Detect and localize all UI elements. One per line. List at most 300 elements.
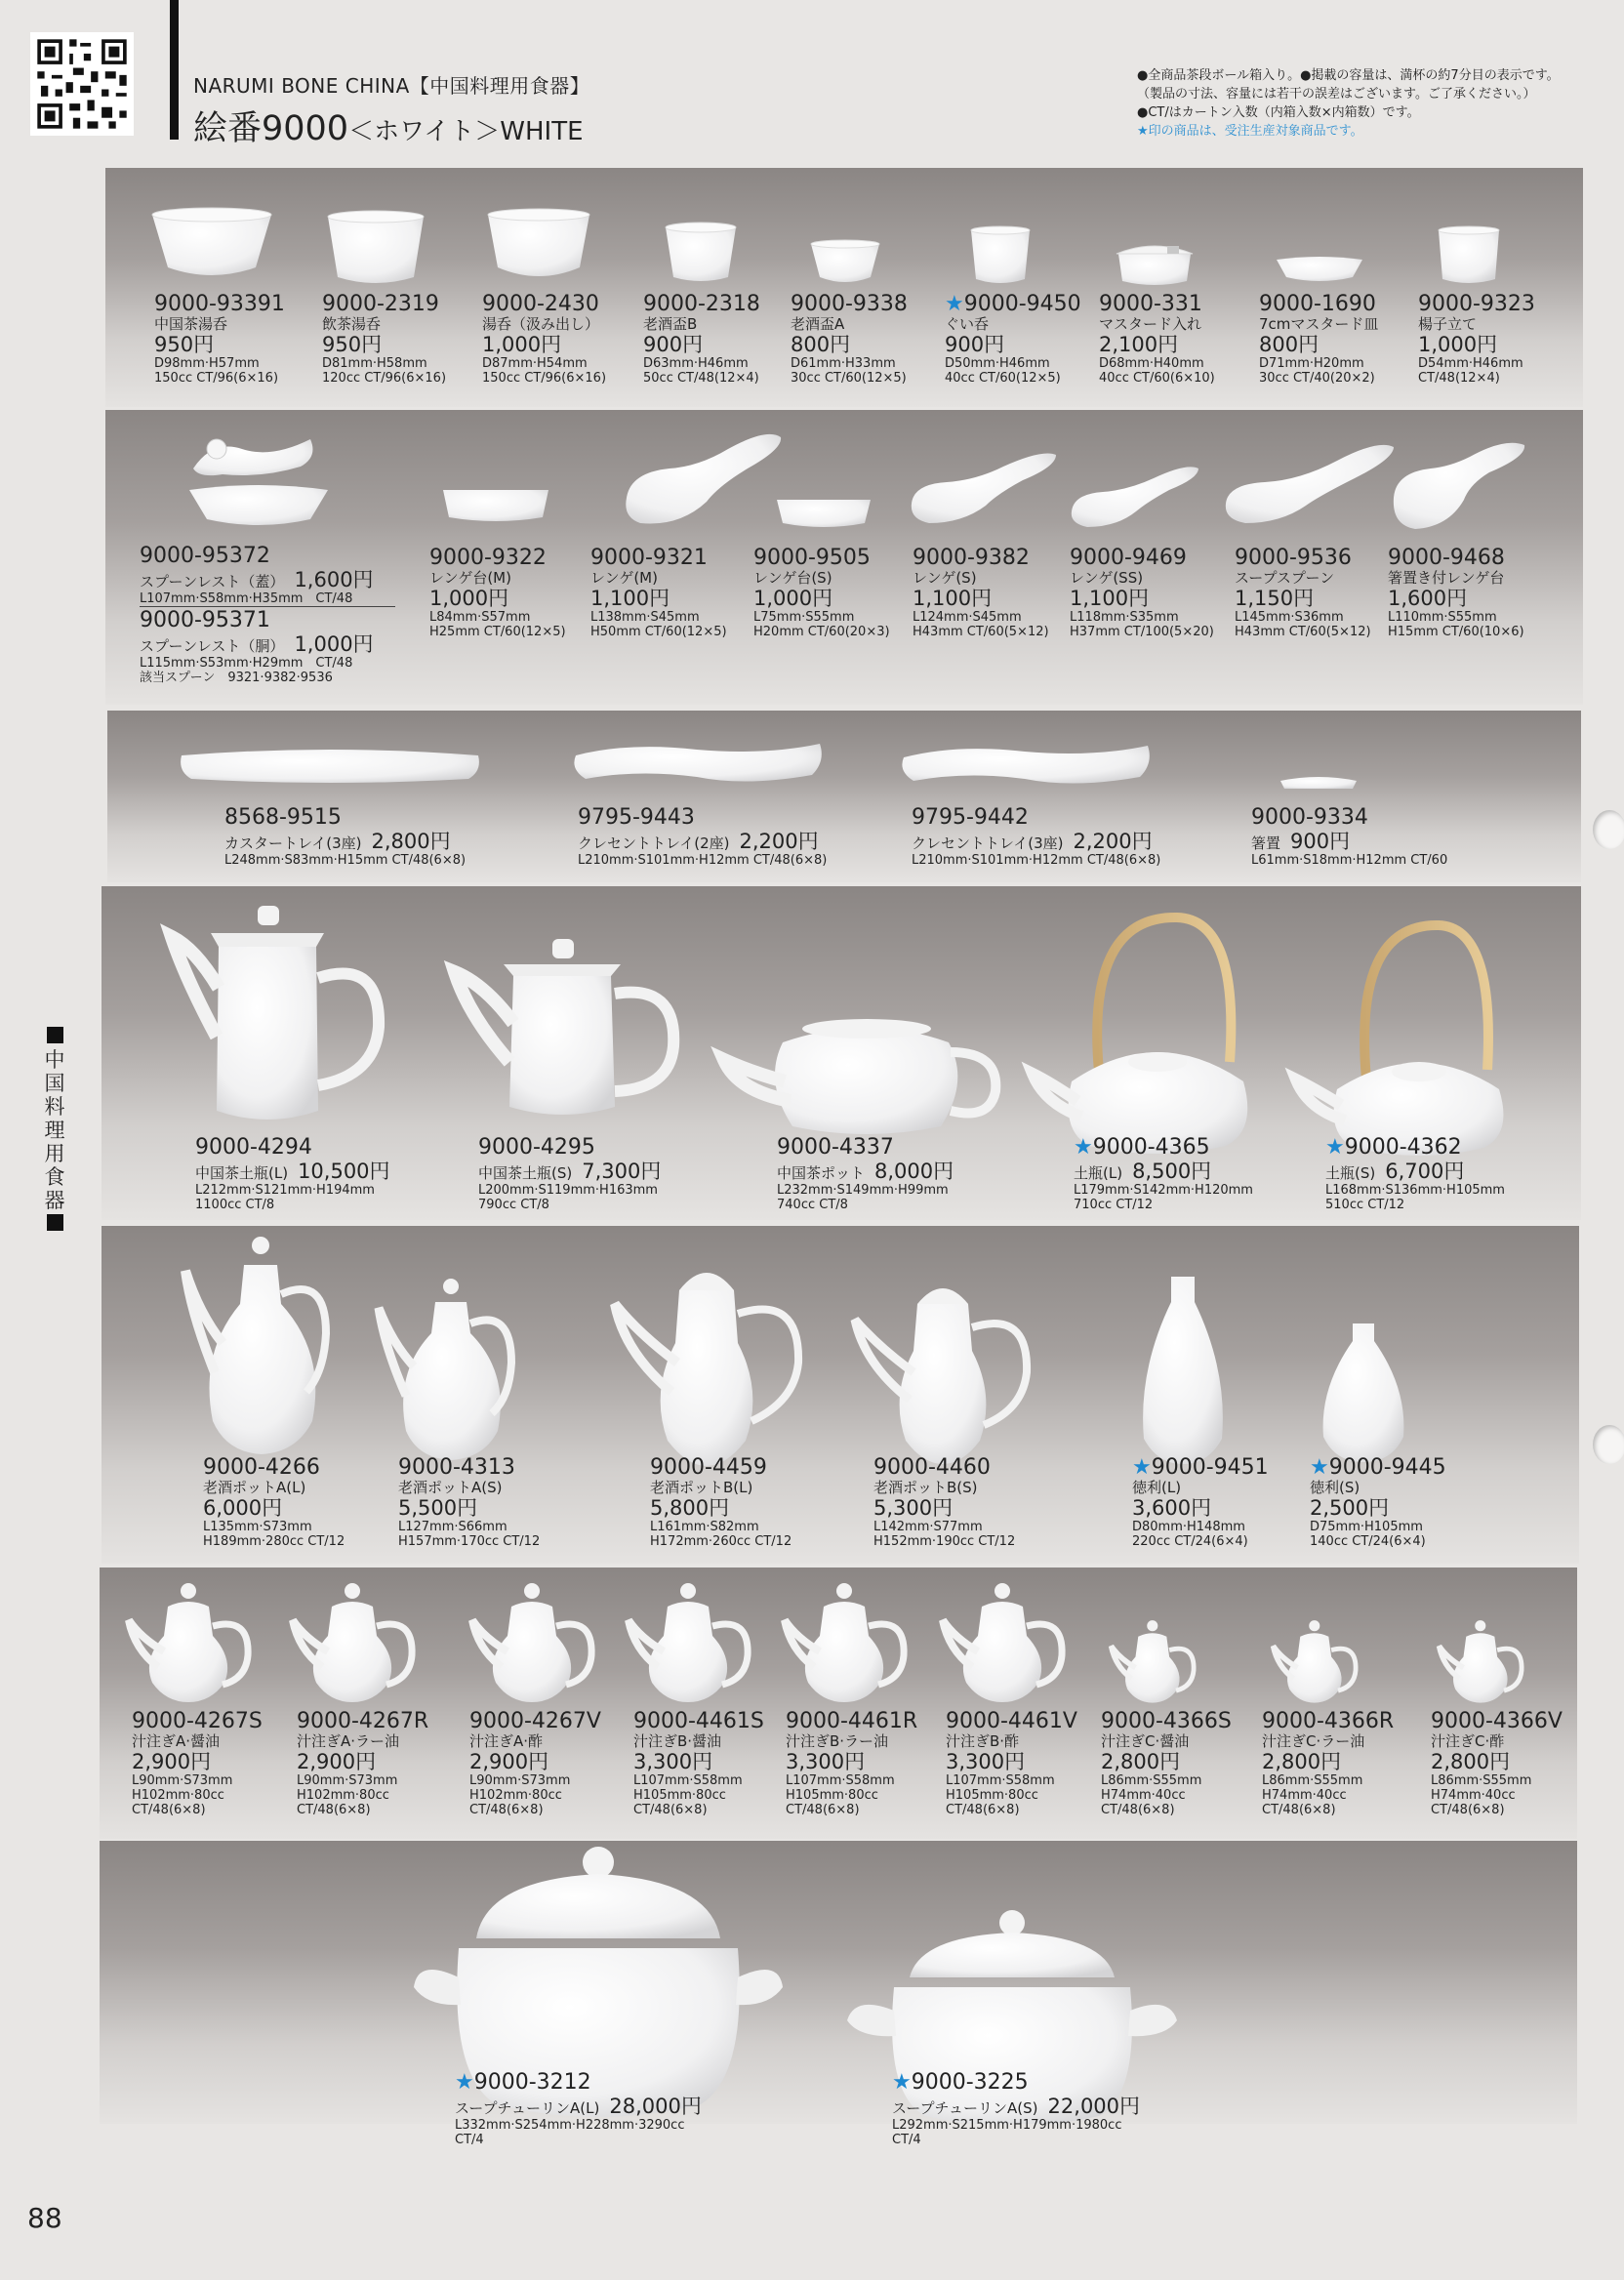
wine-pot-image <box>375 1269 531 1468</box>
product-item <box>590 547 727 639</box>
product-item <box>195 1136 390 1212</box>
product-spec: CT/4 <box>892 2133 921 2147</box>
product-item <box>398 1456 540 1549</box>
product-code: 9000-9338 <box>791 292 908 316</box>
sauce-pourer-image <box>289 1577 416 1708</box>
product-code: 9000-331 <box>1099 292 1202 316</box>
tea-cup-image <box>484 209 593 291</box>
product-code: 9000-9334 <box>1251 805 1368 830</box>
product-spec: L107mm·S58mm <box>946 1773 1055 1788</box>
product-code: 9000-4461S <box>633 1709 764 1733</box>
product-item <box>203 1456 345 1549</box>
spoon-stand-image <box>441 486 550 529</box>
product-spec: L210mm·S101mm·H12mm CT/48(6×8) <box>912 853 1161 868</box>
product-price: 3,300円 <box>633 1750 713 1773</box>
product-spec: L292mm·S215mm·H179mm·1980cc <box>892 2118 1122 2133</box>
product-item <box>777 1136 954 1212</box>
product-spec: H102mm·80cc <box>132 1788 224 1803</box>
product-spec: 150cc CT/96(6×16) <box>482 371 607 386</box>
series-title: 絵番9000＜ホワイト＞WHITE <box>193 109 584 148</box>
product-code: ★9000-4365 <box>1074 1135 1210 1160</box>
product-code: 9000-4366V <box>1431 1709 1563 1733</box>
product-name: 老酒盃B <box>643 315 698 333</box>
product-spec: H37mm CT/100(5×20) <box>1070 625 1214 639</box>
product-name: レンゲ(SS) <box>1070 569 1144 587</box>
product-spec: CT/4 <box>455 2133 484 2147</box>
product-item <box>753 547 890 639</box>
chopstick-rest-image <box>1279 771 1359 794</box>
product-name: 汁注ぎC·醤油 <box>1101 1732 1190 1750</box>
product-code: 9000-4461R <box>786 1709 918 1733</box>
product-spec: L248mm·S83mm·H15mm CT/48(6×8) <box>224 853 467 868</box>
product-price: 1,100円 <box>913 587 993 610</box>
spoon-rest-base-image <box>185 480 332 533</box>
product-item <box>912 806 1160 868</box>
product-item <box>1132 1456 1269 1549</box>
binder-hole <box>1593 810 1624 849</box>
product-price: 1,600円 <box>1388 587 1468 610</box>
product-spec: 790cc CT/8 <box>478 1198 549 1212</box>
product-item <box>1310 1456 1446 1549</box>
product-name: 汁注ぎB·醤油 <box>633 1732 722 1750</box>
product-code: 9000-95372 <box>140 544 270 568</box>
product-name: 飲茶湯呑 <box>322 315 382 333</box>
product-item <box>322 293 446 386</box>
product-spec: D81mm·H58mm <box>322 356 427 371</box>
product-price: 5,300円 <box>873 1496 954 1520</box>
product-code: 9000-9322 <box>429 546 547 570</box>
product-spec: D80mm·H148mm <box>1132 1520 1245 1534</box>
product-name: ぐい呑 <box>945 315 990 333</box>
product-price: 6,000円 <box>203 1496 283 1520</box>
product-item <box>297 1710 428 1817</box>
qr-code <box>30 32 134 136</box>
product-spec: D63mm·H46mm <box>643 356 749 371</box>
product-price: 900円 <box>643 333 704 356</box>
product-spec: 140cc CT/24(6×4) <box>1310 1534 1426 1549</box>
product-item <box>578 806 827 868</box>
product-spec: 30cc CT/60(12×5) <box>791 371 907 386</box>
product-item <box>1101 1710 1232 1817</box>
product-name: 中国茶ポット <box>777 1164 866 1182</box>
wine-pot-image <box>609 1245 804 1474</box>
product-item <box>478 1136 661 1212</box>
product-spec: 710cc CT/12 <box>1074 1198 1154 1212</box>
product-spec: L127mm·S66mm <box>398 1520 508 1534</box>
product-price: 800円 <box>1259 333 1320 356</box>
product-name: レンゲ台(S) <box>753 569 832 587</box>
product-spec: L212mm·S121mm·H194mm <box>195 1183 375 1198</box>
product-spec: CT/48(6×8) <box>1262 1803 1336 1817</box>
product-code: 9000-4460 <box>873 1455 991 1480</box>
product-spec: H105mm·80cc <box>786 1788 878 1803</box>
product-name: レンゲ台(M) <box>429 569 511 587</box>
product-price: 1,000円 <box>753 587 833 610</box>
product-spec: 740cc CT/8 <box>777 1198 848 1212</box>
product-spec: H102mm·80cc <box>469 1788 562 1803</box>
product-spec: CT/48(6×8) <box>1101 1803 1175 1817</box>
star-icon: ★ <box>1325 1135 1345 1160</box>
toothpick-holder-image <box>1435 226 1503 291</box>
tray-image <box>570 738 826 793</box>
product-name: レンゲ(M) <box>590 569 658 587</box>
mustard-pot-image <box>1113 238 1197 293</box>
product-code: 9000-9536 <box>1235 546 1352 570</box>
product-name: クレセントトレイ(3座) <box>912 835 1064 852</box>
product-name: マスタード入れ <box>1099 315 1202 333</box>
product-name: 中国茶土瓶(L) <box>195 1164 289 1182</box>
sake-bottle-image <box>1318 1320 1409 1470</box>
product-spec: L90mm·S73mm <box>132 1773 233 1788</box>
product-item <box>1251 806 1447 868</box>
product-code: 9000-4295 <box>478 1135 595 1160</box>
product-price: 2,800円 <box>1431 1750 1511 1773</box>
product-code: 9000-95371 <box>140 608 270 632</box>
product-spec: H102mm·80cc <box>297 1788 389 1803</box>
product-name: スープチューリンA(S) <box>892 2099 1038 2117</box>
teapot-image <box>166 890 390 1138</box>
tea-cup-image <box>148 207 275 289</box>
product-code: 9000-4266 <box>203 1455 320 1480</box>
product-item <box>224 806 466 868</box>
product-item <box>945 293 1081 386</box>
product-name: 老酒ポットB(L) <box>650 1479 753 1496</box>
product-item <box>873 1456 1015 1549</box>
product-spec: CT/48(6×8) <box>1431 1803 1505 1817</box>
product-item <box>913 547 1049 639</box>
product-price: 800円 <box>791 333 851 356</box>
product-spec: L168mm·S136mm·H105mm <box>1325 1183 1505 1198</box>
side-label: 中国料理用食器 <box>43 1025 66 1236</box>
product-code: 9000-4366R <box>1262 1709 1395 1733</box>
product-code: 9795-9443 <box>578 805 695 830</box>
product-name: レンゲ(S) <box>913 569 977 587</box>
product-price: 6,700円 <box>1385 1160 1465 1183</box>
product-spec: L110mm·S55mm <box>1388 610 1497 625</box>
product-item <box>1259 293 1378 386</box>
sauce-pourer-image <box>939 1577 1066 1708</box>
product-name: 楊子立て <box>1418 315 1478 333</box>
product-spec: L90mm·S73mm <box>469 1773 571 1788</box>
product-code: 9000-4294 <box>195 1135 312 1160</box>
product-price: 8,000円 <box>874 1160 954 1183</box>
product-spec: 50cc CT/48(12×4) <box>643 371 759 386</box>
product-price: 1,000円 <box>429 587 509 610</box>
cup-image <box>808 240 882 291</box>
product-price: 3,300円 <box>946 1750 1026 1773</box>
spoon-rest-block: 9000-95372 スプーンレスト（蓋） 1,600円 L107mm·S58mm·H35mm CT/48 9000-95371 スプーンレスト（胴） 1,000円 L115mm·S53mm·H29mm CT/48 該当スプーン 9321·9382·9536 <box>140 545 395 685</box>
product-item <box>791 293 908 386</box>
product-price: 2,800円 <box>1262 1750 1342 1773</box>
product-price: 2,200円 <box>1073 830 1153 853</box>
product-item <box>132 1710 263 1817</box>
product-name: 土瓶(S) <box>1325 1164 1376 1182</box>
star-icon: ★ <box>1132 1455 1152 1480</box>
spoon-image <box>621 429 787 531</box>
product-name: 箸置き付レンゲ台 <box>1388 569 1505 587</box>
product-spec: H172mm·260cc CT/12 <box>650 1534 792 1549</box>
product-item <box>429 547 566 639</box>
product-code: ★9000-3212 <box>455 2070 591 2095</box>
product-name: 中国茶湯呑 <box>154 315 228 333</box>
product-spec: H189mm·280cc CT/12 <box>203 1534 345 1549</box>
sake-bottle-image <box>1134 1273 1232 1472</box>
product-spec: H25mm CT/60(12×5) <box>429 625 566 639</box>
product-spec: H105mm·80cc <box>946 1788 1038 1803</box>
product-code: 9000-4267R <box>297 1709 429 1733</box>
product-name: 箸置 <box>1251 835 1281 852</box>
teapot-bamboo-handle-image <box>1292 914 1507 1161</box>
star-icon: ★ <box>945 292 964 316</box>
star-icon: ★ <box>1310 1455 1329 1480</box>
spoon-image <box>906 449 1062 531</box>
product-code: 9795-9442 <box>912 805 1029 830</box>
product-item <box>455 2071 702 2147</box>
sauce-pourer-image <box>1107 1616 1198 1708</box>
product-spec: CT/48(6×8) <box>946 1803 1020 1817</box>
product-spec: H74mm·40cc <box>1262 1788 1347 1803</box>
product-price: 950円 <box>322 333 383 356</box>
product-spec: L75mm·S55mm <box>753 610 855 625</box>
product-code: ★9000-4362 <box>1325 1135 1462 1160</box>
product-code: 9000-2430 <box>482 292 599 316</box>
product-code: 9000-1690 <box>1259 292 1376 316</box>
product-code: 9000-4313 <box>398 1455 515 1480</box>
product-price: 1,000円 <box>482 333 562 356</box>
soup-spoon-image <box>1222 441 1398 529</box>
product-spec: H74mm·40cc <box>1431 1788 1516 1803</box>
product-spec: L90mm·S73mm <box>297 1773 398 1788</box>
product-name: 汁注ぎA·ラー油 <box>297 1732 400 1750</box>
product-name: 老酒ポットB(S) <box>873 1479 978 1496</box>
sauce-pourer-image <box>1269 1616 1360 1708</box>
product-name: 汁注ぎA·酢 <box>469 1732 544 1750</box>
product-code: 9000-2318 <box>643 292 760 316</box>
product-spec: D71mm·H20mm <box>1259 356 1364 371</box>
product-item <box>1074 1136 1253 1212</box>
product-item <box>1431 1710 1563 1817</box>
wine-pot-image <box>180 1226 345 1464</box>
spoon-rest-lid-image <box>183 429 320 484</box>
product-spec: CT/48(6×8) <box>297 1803 371 1817</box>
product-spec: 40cc CT/60(12×5) <box>945 371 1061 386</box>
product-spec: 40cc CT/60(6×10) <box>1099 371 1215 386</box>
product-price: 1,100円 <box>590 587 670 610</box>
product-code: 9000-9468 <box>1388 546 1505 570</box>
mustard-dish-image <box>1275 254 1364 289</box>
tray-image <box>176 742 484 791</box>
product-spec: L86mm·S55mm <box>1262 1773 1363 1788</box>
product-spec: L118mm·S35mm <box>1070 610 1179 625</box>
product-spec: L161mm·S82mm <box>650 1520 759 1534</box>
product-code: 9000-93391 <box>154 292 285 316</box>
product-spec: D98mm·H57mm <box>154 356 260 371</box>
product-code: 9000-9323 <box>1418 292 1535 316</box>
product-spec: H43mm CT/60(5×12) <box>913 625 1049 639</box>
product-price: 5,500円 <box>398 1496 478 1520</box>
product-price: 10,500円 <box>298 1160 390 1183</box>
product-name: 7cmマスタード皿 <box>1259 315 1379 333</box>
product-item <box>1262 1710 1394 1817</box>
header-bar <box>170 0 179 140</box>
product-spec: L107mm·S58mm <box>633 1773 743 1788</box>
product-name: クレセントトレイ(2座) <box>578 835 730 852</box>
product-spec: H43mm CT/60(5×12) <box>1235 625 1371 639</box>
wine-pot-image <box>849 1265 1035 1474</box>
product-spec: L232mm·S149mm·H99mm <box>777 1183 949 1198</box>
sauce-pourer-image <box>1435 1616 1526 1708</box>
product-name: 汁注ぎB·ラー油 <box>786 1732 889 1750</box>
product-name: 汁注ぎA·醤油 <box>132 1732 221 1750</box>
product-spec: CT/48(6×8) <box>132 1803 206 1817</box>
product-code: 9000-9469 <box>1070 546 1187 570</box>
product-code: 9000-2319 <box>322 292 439 316</box>
product-spec: L124mm·S45mm <box>913 610 1022 625</box>
product-spec: 220cc CT/24(6×4) <box>1132 1534 1248 1549</box>
product-name: 汁注ぎC·酢 <box>1431 1732 1505 1750</box>
product-name: 老酒ポットA(L) <box>203 1479 306 1496</box>
product-name: 中国茶土瓶(S) <box>478 1164 573 1182</box>
product-spec: CT/48(6×8) <box>786 1803 860 1817</box>
product-spec: 120cc CT/96(6×16) <box>322 371 447 386</box>
product-price: 2,900円 <box>469 1750 549 1773</box>
product-spec: D75mm·H105mm <box>1310 1520 1423 1534</box>
product-name: 老酒ポットA(S) <box>398 1479 503 1496</box>
product-item <box>650 1456 792 1549</box>
product-spec: D61mm·H33mm <box>791 356 896 371</box>
product-spec: L84mm·S57mm <box>429 610 531 625</box>
product-code: ★9000-9445 <box>1310 1455 1446 1480</box>
product-spec: H152mm·190cc CT/12 <box>873 1534 1016 1549</box>
product-item <box>643 293 760 386</box>
product-spec: H50mm CT/60(12×5) <box>590 625 727 639</box>
product-name: 汁注ぎC·ラー油 <box>1262 1732 1365 1750</box>
product-spec: L86mm·S55mm <box>1101 1773 1202 1788</box>
product-price: 900円 <box>1290 830 1351 853</box>
product-item <box>1388 547 1524 639</box>
product-item <box>1325 1136 1505 1212</box>
sauce-pourer-image <box>781 1577 908 1708</box>
product-item <box>946 1710 1077 1817</box>
tea-cup-image <box>324 211 427 293</box>
cup-image <box>662 223 740 289</box>
sauce-pourer-image <box>125 1577 252 1708</box>
product-price: 3,600円 <box>1132 1496 1212 1520</box>
product-price: 1,150円 <box>1235 587 1315 610</box>
binder-hole <box>1593 1425 1624 1464</box>
product-spec: 510cc CT/12 <box>1325 1198 1405 1212</box>
product-item <box>1418 293 1535 386</box>
product-name: カスタートレイ(3座) <box>224 835 362 852</box>
product-item <box>633 1710 764 1817</box>
product-spec: H74mm·40cc <box>1101 1788 1186 1803</box>
spoon-image <box>1066 463 1202 533</box>
product-price: 2,200円 <box>739 830 819 853</box>
product-code: 9000-4267S <box>132 1709 263 1733</box>
product-price: 900円 <box>945 333 1005 356</box>
star-icon: ★ <box>892 2070 912 2095</box>
star-icon: ★ <box>1074 1135 1093 1160</box>
product-spec: L138mm·S45mm <box>590 610 700 625</box>
product-spec: L142mm·S77mm <box>873 1520 983 1534</box>
product-price: 28,000円 <box>609 2095 702 2118</box>
teapot-image <box>720 1003 1003 1144</box>
product-price: 2,800円 <box>371 830 451 853</box>
product-spec: L332mm·S254mm·H228mm·3290cc <box>455 2118 685 2133</box>
product-price: 950円 <box>154 333 215 356</box>
product-code: 9000-9321 <box>590 546 708 570</box>
product-spec: L86mm·S55mm <box>1431 1773 1532 1788</box>
product-spec: H105mm·80cc <box>633 1788 726 1803</box>
product-price: 2,100円 <box>1099 333 1179 356</box>
product-name: 老酒盃A <box>791 315 845 333</box>
product-spec: 1100cc CT/8 <box>195 1198 275 1212</box>
product-name: 湯呑（汲み出し） <box>482 315 600 333</box>
cup-image <box>968 226 1033 291</box>
product-spec: D54mm·H46mm <box>1418 356 1523 371</box>
tray-image <box>898 740 1154 794</box>
product-price: 2,900円 <box>297 1750 377 1773</box>
product-spec: D68mm·H40mm <box>1099 356 1204 371</box>
page-number: 88 <box>27 2202 62 2234</box>
product-spec: L210mm·S101mm·H12mm CT/48(6×8) <box>578 853 828 868</box>
product-spec: CT/48(6×8) <box>633 1803 708 1817</box>
star-icon: ★ <box>455 2070 474 2095</box>
product-price: 1,000円 <box>1418 333 1498 356</box>
product-price: 2,800円 <box>1101 1750 1181 1773</box>
product-spec: H20mm CT/60(20×3) <box>753 625 890 639</box>
product-spec: 150cc CT/96(6×16) <box>154 371 279 386</box>
band-tureens <box>100 1841 1577 2124</box>
product-name: 汁注ぎB·酢 <box>946 1732 1020 1750</box>
product-spec: L61mm·S18mm·H12mm CT/60 <box>1251 853 1448 868</box>
product-price: 3,300円 <box>786 1750 866 1773</box>
product-price: 2,500円 <box>1310 1496 1390 1520</box>
product-spec: CT/48(6×8) <box>469 1803 544 1817</box>
product-spec: D50mm·H46mm <box>945 356 1050 371</box>
product-code: 9000-9505 <box>753 546 871 570</box>
product-name: スープスプーン <box>1235 569 1335 587</box>
product-price: 22,000円 <box>1047 2095 1141 2118</box>
product-spec: L107mm·S58mm <box>786 1773 895 1788</box>
spoon-with-rest-image <box>1388 439 1534 541</box>
product-name: 徳利(L) <box>1132 1479 1182 1496</box>
product-spec: H15mm CT/60(10×6) <box>1388 625 1524 639</box>
product-name: 土瓶(L) <box>1074 1164 1123 1182</box>
product-spec: L200mm·S119mm·H163mm <box>478 1183 658 1198</box>
product-spec: D87mm·H54mm <box>482 356 588 371</box>
notes: ●全商品茶段ボール箱入り。●掲載の容量は、満杯の約7分目の表示です。 （製品の寸法、容量には若干の誤差はございます。ご了承ください。） ●CT/はカートン入数（内箱入数×内箱数）です。 ★印の商品は、受注生産対象商品です。 <box>1137 68 1560 139</box>
product-item <box>154 293 285 386</box>
teapot-image <box>445 925 689 1134</box>
product-item <box>786 1710 917 1817</box>
product-price: 8,500円 <box>1132 1160 1212 1183</box>
product-price: 2,900円 <box>132 1750 212 1773</box>
product-spec: H157mm·170cc CT/12 <box>398 1534 541 1549</box>
product-item <box>1070 547 1214 639</box>
product-spec: L145mm·S36mm <box>1235 610 1344 625</box>
product-code: 9000-9382 <box>913 546 1030 570</box>
brand-title: NARUMI BONE CHINA【中国料理用食器】 <box>193 74 590 98</box>
product-item <box>482 293 606 386</box>
sauce-pourer-image <box>468 1577 595 1708</box>
product-name: 徳利(S) <box>1310 1479 1360 1496</box>
product-price: 5,800円 <box>650 1496 730 1520</box>
product-item <box>469 1710 601 1817</box>
product-code: 9000-4337 <box>777 1135 894 1160</box>
product-item <box>1235 547 1371 639</box>
product-spec: L179mm·S142mm·H120mm <box>1074 1183 1253 1198</box>
